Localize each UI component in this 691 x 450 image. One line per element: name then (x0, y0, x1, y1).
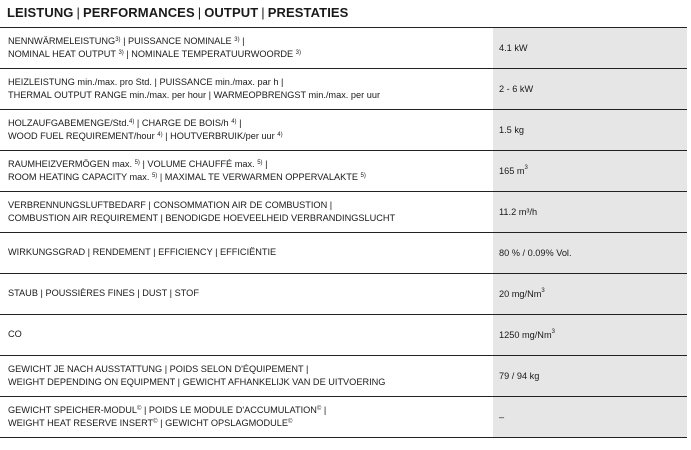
footnote-marker: © (316, 405, 322, 412)
footnote-marker: © (287, 419, 293, 425)
label-line (8, 199, 485, 213)
label-line (8, 363, 485, 377)
heading-part-nl: PRESTATIES (267, 5, 349, 20)
row-label (0, 151, 493, 191)
label-text: VERBRENNUNGSLUFTBEDARF | CONSOMMATION AIR DE COMBUSTION | (8, 199, 333, 210)
value-text: – (499, 412, 505, 422)
label-text: | (239, 35, 245, 46)
footnote-marker: 4) (277, 132, 283, 138)
label-text: RAUMHEIZVERMÖGEN max. (8, 158, 135, 169)
label-text: | CHARGE DE BOIS/h (134, 117, 232, 128)
row-value (493, 233, 687, 273)
label-text: | MAXIMAL TE VERWARMEN OPPERVALAKTE (157, 172, 361, 182)
row-value (493, 28, 687, 68)
table-row (0, 192, 687, 233)
heading-separator: | (197, 5, 202, 20)
table-row (0, 274, 687, 315)
value-text: 2 - 6 kW (499, 84, 534, 94)
label-line (8, 287, 485, 301)
label-text: | (321, 404, 327, 415)
spec-table (0, 27, 687, 438)
label-text: | POIDS LE MODULE D'ACCUMULATION (141, 404, 317, 415)
row-label (0, 315, 493, 355)
heading-part-fr: PERFORMANCES (83, 5, 195, 20)
value-text: 20 mg/Nm (499, 289, 542, 299)
footnote-marker: 5) (151, 173, 158, 179)
footnote-marker: 5) (257, 159, 263, 166)
label-text: WEIGHT DEPENDING ON EQUIPMENT | GEWICHT AFHANKELIJK VAN DE UITVOERING (8, 377, 386, 387)
footnote-marker: 4) (231, 118, 237, 125)
label-text: NOMINAL HEAT OUTPUT (8, 49, 119, 59)
label-text: | (236, 117, 242, 128)
label-text: GEWICHT JE NACH AUSSTATTUNG | POIDS SELON D'ÉQUIPEMENT | (8, 363, 309, 374)
label-line (8, 76, 485, 90)
row-label (0, 28, 493, 68)
label-line (8, 328, 485, 342)
footnote-marker: 5) (134, 159, 140, 166)
label-line (8, 130, 485, 144)
label-line (8, 376, 485, 390)
label-text: COMBUSTION AIR REQUIREMENT | BENODIGDE HOEVEELHEID VERBRANDINGSLUCHT (8, 213, 396, 223)
label-text: | NOMINALE TEMPERATUURWOORDE (123, 49, 296, 59)
label-text: ROOM HEATING CAPACITY max. (8, 172, 152, 182)
table-row (0, 356, 687, 397)
row-label (0, 69, 493, 109)
row-value (493, 356, 687, 396)
footnote-marker: © (153, 419, 158, 425)
label-text: | PUISSANCE NOMINALE (120, 35, 235, 46)
row-value (493, 192, 687, 232)
heading-separator: | (261, 5, 265, 20)
footnote-marker: 3) (295, 50, 301, 56)
table-row (0, 69, 687, 110)
value-text: 1250 mg/Nm (499, 330, 552, 340)
row-value (493, 69, 687, 109)
label-text: | (262, 158, 268, 169)
table-row (0, 315, 687, 356)
row-label (0, 397, 493, 437)
label-text: WEIGHT HEAT RESERVE INSERT (8, 418, 154, 428)
table-row (0, 151, 687, 192)
heading-part-en: OUTPUT (204, 5, 259, 20)
label-text: WIRKUNGSGRAD | RENDEMENT | EFFICIENCY | EFFICIËNTIE (8, 247, 277, 258)
section-heading (7, 2, 348, 24)
label-line (8, 246, 485, 260)
row-label (0, 233, 493, 273)
label-text: | VOLUME CHAUFFÉ max. (139, 158, 258, 169)
value-text: 79 / 94 kg (499, 371, 540, 381)
value-text: 4.1 kW (499, 43, 528, 53)
value-text: 1.5 kg (499, 125, 525, 135)
label-text: HEIZLEISTUNG min./max. pro Std. | PUISSANCE min./max. par h | (8, 76, 284, 87)
table-row (0, 233, 687, 274)
label-line (8, 212, 485, 226)
footnote-marker: 3) (118, 50, 124, 56)
label-text: HOLZAUFGABEMENGE/Std. (8, 117, 129, 128)
footnote-marker: 3) (234, 36, 240, 43)
footnote-marker: 4) (157, 132, 163, 138)
row-value: 20 mg/Nm $^3$ (493, 274, 687, 314)
label-line (8, 404, 485, 418)
row-value: 165 m $^3$ (493, 151, 687, 191)
row-value (493, 397, 687, 437)
value-text: 11.2 m³/h (499, 207, 538, 217)
label-line (8, 89, 485, 103)
row-label (0, 274, 493, 314)
row-value (493, 110, 687, 150)
label-text: | HOUTVERBRUIK/per uur (162, 131, 278, 141)
label-text: STAUB | POUSSIÈRES FINES | DUST | STOF (8, 288, 199, 299)
label-line (8, 48, 485, 62)
label-line (8, 171, 485, 185)
heading-part-de: LEISTUNG (7, 5, 74, 20)
footnote-marker: 3) (115, 36, 121, 43)
row-label (0, 356, 493, 396)
value-text: 80 % / 0.09% Vol. (499, 248, 572, 258)
row-value: 1250 mg/Nm $^3$ (493, 315, 687, 355)
footnote-marker: © (136, 405, 142, 412)
heading-separator: | (76, 5, 81, 20)
table-row (0, 397, 687, 438)
footnote-marker: 4) (129, 118, 135, 125)
label-text: | GEWICHT OPSLAGMODULE (157, 418, 288, 428)
label-text: THERMAL OUTPUT RANGE min./max. per hour | WARMEOPBRENGST min./max. per uur (8, 90, 381, 100)
label-line (8, 158, 485, 172)
row-label (0, 192, 493, 232)
table-row (0, 110, 687, 151)
label-text: GEWICHT SPEICHER-MODUL (8, 404, 137, 415)
label-text: NENNWÄRMELEISTUNG (8, 35, 116, 46)
label-line (8, 117, 485, 131)
label-text: WOOD FUEL REQUIREMENT/hour (8, 131, 158, 141)
row-label (0, 110, 493, 150)
value-text: 165 m (499, 166, 525, 176)
label-line (8, 35, 485, 49)
label-line (8, 417, 485, 431)
table-row (0, 28, 687, 69)
label-text: CO (8, 329, 22, 340)
footnote-marker: 5) (360, 173, 366, 179)
